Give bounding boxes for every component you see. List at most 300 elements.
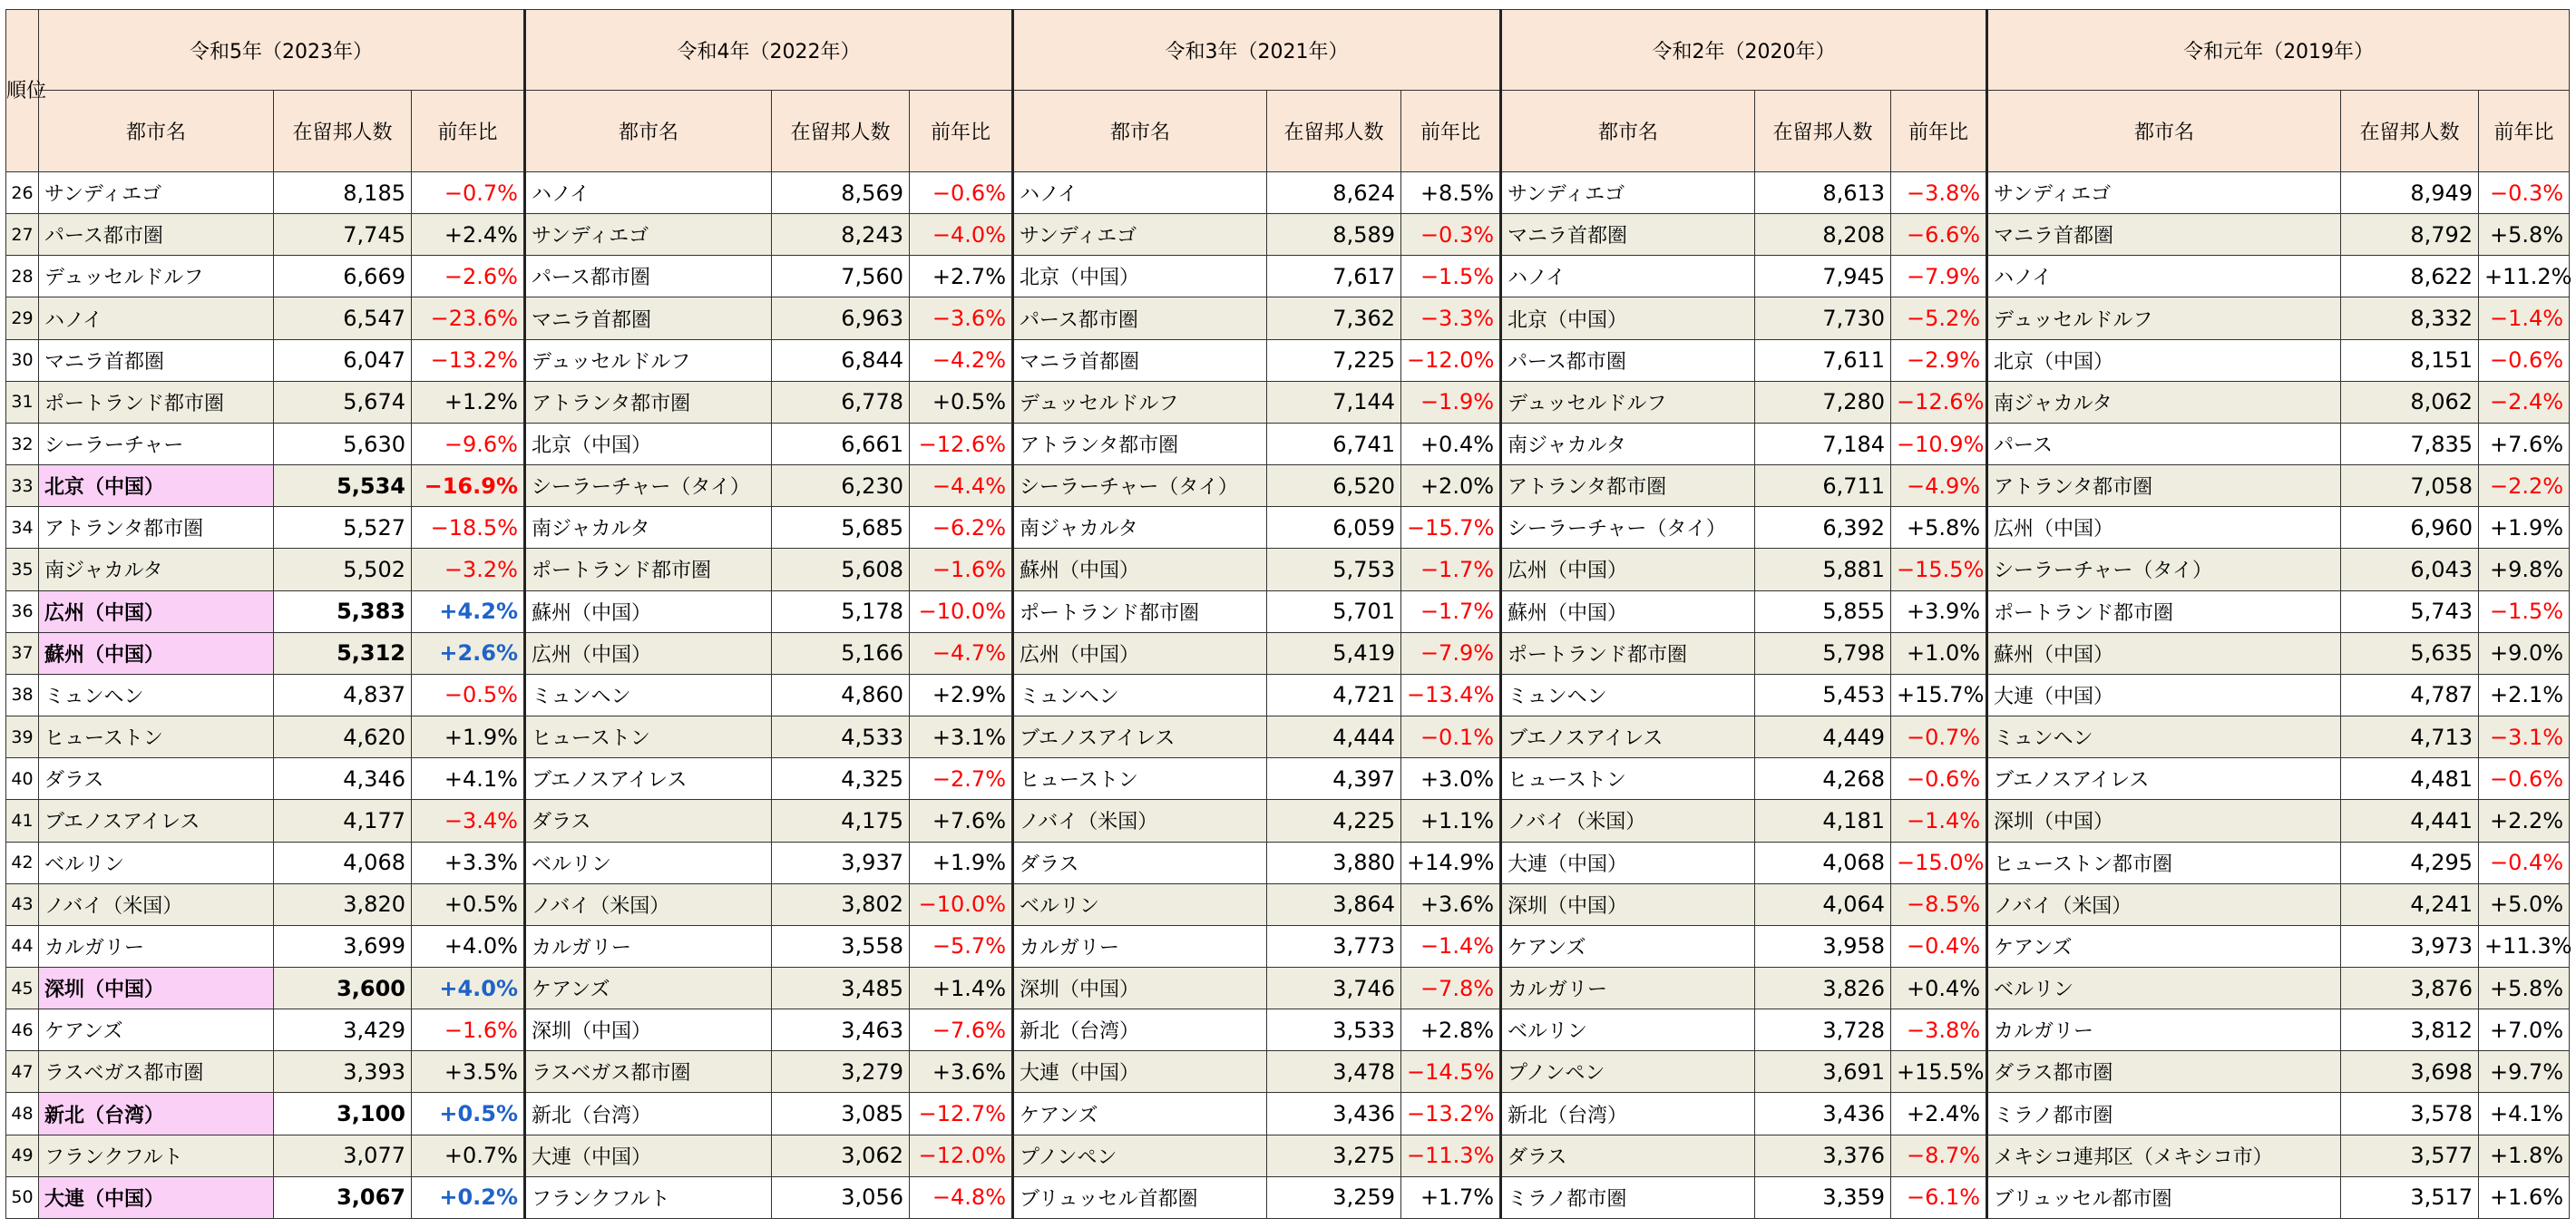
- city-cell: サンディエゴ: [525, 214, 772, 256]
- count-cell: 3,802: [772, 883, 910, 925]
- count-cell: 4,325: [772, 758, 910, 800]
- count-cell: 4,449: [1755, 716, 1891, 758]
- ratio-cell: −7.9%: [1401, 632, 1501, 674]
- city-cell: パース都市圏: [39, 214, 274, 256]
- city-cell: マニラ首都圏: [525, 297, 772, 339]
- rank-cell: 41: [6, 800, 39, 842]
- ratio-cell: +3.6%: [1401, 883, 1501, 925]
- ratio-cell: −7.6%: [910, 1009, 1013, 1051]
- count-cell: 3,463: [772, 1009, 910, 1051]
- city-cell: ブエノスアイレス: [525, 758, 772, 800]
- ratio-column-header: 前年比: [1891, 91, 1987, 172]
- ratio-cell: +7.6%: [910, 800, 1013, 842]
- ratio-cell: −23.6%: [412, 297, 525, 339]
- count-cell: 4,837: [274, 674, 412, 716]
- count-cell: 6,741: [1267, 423, 1401, 464]
- count-cell: 6,669: [274, 256, 412, 297]
- city-cell: ポートランド都市圏: [1013, 590, 1267, 632]
- table-row: [6, 590, 2570, 632]
- table-row: [6, 297, 2570, 339]
- city-cell: ミラノ都市圏: [1987, 1093, 2341, 1135]
- city-cell: 広州（中国）: [39, 590, 274, 632]
- ratio-cell: −6.1%: [1891, 1176, 1987, 1218]
- count-cell: 3,812: [2341, 1009, 2479, 1051]
- city-cell: ハノイ: [1013, 172, 1267, 214]
- city-cell: ベルリン: [1013, 883, 1267, 925]
- city-cell: サンディエゴ: [1501, 172, 1755, 214]
- count-cell: 7,835: [2341, 423, 2479, 464]
- rank-header: 順位: [6, 10, 39, 172]
- ratio-cell: −18.5%: [412, 507, 525, 549]
- count-cell: 4,620: [274, 716, 412, 758]
- city-cell: カルガリー: [39, 925, 274, 967]
- ratio-cell: −1.4%: [1401, 925, 1501, 967]
- city-cell: ハノイ: [1987, 256, 2341, 297]
- rank-cell: 40: [6, 758, 39, 800]
- city-cell: ヒューストン: [525, 716, 772, 758]
- ratio-cell: −13.2%: [412, 339, 525, 381]
- table-row: [6, 925, 2570, 967]
- city-cell: ラスベガス都市圏: [39, 1051, 274, 1093]
- count-cell: 6,778: [772, 381, 910, 423]
- ratio-cell: +11.2%: [2479, 256, 2570, 297]
- table-row: [6, 507, 2570, 549]
- ratio-cell: −2.2%: [2479, 465, 2570, 507]
- ratio-cell: −8.7%: [1891, 1135, 1987, 1176]
- count-cell: 4,064: [1755, 883, 1891, 925]
- rank-cell: 35: [6, 549, 39, 590]
- ratio-cell: −4.9%: [1891, 465, 1987, 507]
- ratio-cell: −1.6%: [910, 549, 1013, 590]
- city-cell: 新北（台湾）: [1501, 1093, 1755, 1135]
- count-cell: 3,698: [2341, 1051, 2479, 1093]
- city-cell: ハノイ: [1501, 256, 1755, 297]
- count-cell: 8,622: [2341, 256, 2479, 297]
- ratio-cell: +1.8%: [2479, 1135, 2570, 1176]
- count-cell: 8,243: [772, 214, 910, 256]
- ratio-column-header: 前年比: [1401, 91, 1501, 172]
- city-cell: ヒューストン: [1501, 758, 1755, 800]
- ratio-cell: −15.5%: [1891, 549, 1987, 590]
- ratio-cell: +1.6%: [2479, 1176, 2570, 1218]
- count-cell: 5,674: [274, 381, 412, 423]
- ratio-cell: +3.6%: [910, 1051, 1013, 1093]
- ratio-cell: −12.7%: [910, 1093, 1013, 1135]
- ratio-cell: −1.5%: [2479, 590, 2570, 632]
- city-cell: 蘇州（中国）: [39, 632, 274, 674]
- city-cell: ノバイ（米国）: [1013, 800, 1267, 842]
- count-cell: 4,721: [1267, 674, 1401, 716]
- count-cell: 4,181: [1755, 800, 1891, 842]
- count-cell: 3,067: [274, 1176, 412, 1218]
- ratio-cell: +0.5%: [412, 1093, 525, 1135]
- count-column-header: 在留邦人数: [1267, 91, 1401, 172]
- ratio-cell: −6.2%: [910, 507, 1013, 549]
- ratio-cell: −1.7%: [1401, 549, 1501, 590]
- count-cell: 3,077: [274, 1135, 412, 1176]
- count-cell: 4,346: [274, 758, 412, 800]
- table-row: [6, 214, 2570, 256]
- ratio-cell: −0.6%: [910, 172, 1013, 214]
- ratio-cell: −0.4%: [2479, 842, 2570, 883]
- count-cell: 3,517: [2341, 1176, 2479, 1218]
- count-cell: 7,730: [1755, 297, 1891, 339]
- ratio-cell: +0.2%: [412, 1176, 525, 1218]
- table-row: [6, 967, 2570, 1009]
- count-cell: 3,826: [1755, 967, 1891, 1009]
- table-row: [6, 1135, 2570, 1176]
- ratio-cell: +9.8%: [2479, 549, 2570, 590]
- ratio-cell: −2.4%: [2479, 381, 2570, 423]
- year-header-2021: 令和3年（2021年）: [1013, 10, 1501, 91]
- city-cell: 新北（台湾）: [39, 1093, 274, 1135]
- city-cell: ミラノ都市圏: [1501, 1176, 1755, 1218]
- count-cell: 8,151: [2341, 339, 2479, 381]
- count-cell: 8,208: [1755, 214, 1891, 256]
- rank-cell: 47: [6, 1051, 39, 1093]
- ratio-cell: +4.1%: [2479, 1093, 2570, 1135]
- city-cell: アトランタ都市圏: [1013, 423, 1267, 464]
- ratio-cell: −13.4%: [1401, 674, 1501, 716]
- ratio-cell: +3.5%: [412, 1051, 525, 1093]
- ratio-cell: −13.2%: [1401, 1093, 1501, 1135]
- city-cell: メキシコ連邦区（メキシコ市）: [1987, 1135, 2341, 1176]
- rank-cell: 50: [6, 1176, 39, 1218]
- rank-cell: 29: [6, 297, 39, 339]
- ratio-cell: +1.1%: [1401, 800, 1501, 842]
- city-cell: カルガリー: [525, 925, 772, 967]
- city-cell: パース: [1987, 423, 2341, 464]
- ratio-cell: +1.9%: [2479, 507, 2570, 549]
- ratio-cell: +15.5%: [1891, 1051, 1987, 1093]
- count-cell: 7,945: [1755, 256, 1891, 297]
- ratio-cell: −0.1%: [1401, 716, 1501, 758]
- city-cell: ケアンズ: [525, 967, 772, 1009]
- city-cell: デュッセルドルフ: [1987, 297, 2341, 339]
- count-cell: 3,259: [1267, 1176, 1401, 1218]
- count-cell: 3,699: [274, 925, 412, 967]
- count-cell: 5,743: [2341, 590, 2479, 632]
- city-cell: 深圳（中国）: [39, 967, 274, 1009]
- count-cell: 4,860: [772, 674, 910, 716]
- count-cell: 5,527: [274, 507, 412, 549]
- city-cell: 深圳（中国）: [1013, 967, 1267, 1009]
- count-cell: 3,533: [1267, 1009, 1401, 1051]
- count-column-header: 在留邦人数: [274, 91, 412, 172]
- table-row: [6, 549, 2570, 590]
- rank-cell: 44: [6, 925, 39, 967]
- city-cell: ポートランド都市圏: [1987, 590, 2341, 632]
- count-cell: 3,864: [1267, 883, 1401, 925]
- city-cell: マニラ首都圏: [39, 339, 274, 381]
- count-cell: 6,844: [772, 339, 910, 381]
- table-row: [6, 800, 2570, 842]
- city-cell: アトランタ都市圏: [39, 507, 274, 549]
- city-cell: ミュンヘン: [39, 674, 274, 716]
- ratio-cell: +2.7%: [910, 256, 1013, 297]
- city-cell: ヒューストン都市圏: [1987, 842, 2341, 883]
- city-column-header: 都市名: [1987, 91, 2341, 172]
- city-cell: サンディエゴ: [1013, 214, 1267, 256]
- city-cell: ベルリン: [1987, 967, 2341, 1009]
- city-cell: 新北（台湾）: [1013, 1009, 1267, 1051]
- count-cell: 3,436: [1755, 1093, 1891, 1135]
- ratio-cell: +2.1%: [2479, 674, 2570, 716]
- count-cell: 5,534: [274, 465, 412, 507]
- count-cell: 5,881: [1755, 549, 1891, 590]
- city-cell: シーラーチャー（タイ）: [1501, 507, 1755, 549]
- ratio-cell: +2.0%: [1401, 465, 1501, 507]
- table-row: [6, 674, 2570, 716]
- city-cell: ベルリン: [525, 842, 772, 883]
- city-cell: プノンペン: [1501, 1051, 1755, 1093]
- count-cell: 3,880: [1267, 842, 1401, 883]
- table-row: [6, 465, 2570, 507]
- ratio-cell: +0.5%: [910, 381, 1013, 423]
- year-header-row: [6, 10, 2570, 91]
- table-row: [6, 632, 2570, 674]
- ratio-cell: +2.9%: [910, 674, 1013, 716]
- count-cell: 4,397: [1267, 758, 1401, 800]
- count-cell: 3,429: [274, 1009, 412, 1051]
- count-cell: 3,359: [1755, 1176, 1891, 1218]
- city-cell: 大連（中国）: [1501, 842, 1755, 883]
- ratio-cell: −5.7%: [910, 925, 1013, 967]
- city-cell: ミュンヘン: [1987, 716, 2341, 758]
- city-cell: ノバイ（米国）: [39, 883, 274, 925]
- city-cell: ミュンヘン: [525, 674, 772, 716]
- city-cell: ハノイ: [39, 297, 274, 339]
- ratio-cell: −14.5%: [1401, 1051, 1501, 1093]
- table-row: [6, 1051, 2570, 1093]
- count-cell: 4,295: [2341, 842, 2479, 883]
- ratio-cell: −7.9%: [1891, 256, 1987, 297]
- rank-cell: 30: [6, 339, 39, 381]
- ratio-cell: +0.4%: [1891, 967, 1987, 1009]
- ratio-cell: +1.4%: [910, 967, 1013, 1009]
- city-cell: 蘇州（中国）: [525, 590, 772, 632]
- city-cell: ブエノスアイレス: [1013, 716, 1267, 758]
- count-cell: 3,937: [772, 842, 910, 883]
- city-cell: 北京（中国）: [1987, 339, 2341, 381]
- ratio-cell: +2.4%: [1891, 1093, 1987, 1135]
- city-cell: ケアンズ: [1501, 925, 1755, 967]
- ratio-cell: +4.0%: [412, 967, 525, 1009]
- table-row: [6, 883, 2570, 925]
- city-cell: カルガリー: [1987, 1009, 2341, 1051]
- count-cell: 5,608: [772, 549, 910, 590]
- ratio-cell: −12.6%: [910, 423, 1013, 464]
- rank-cell: 42: [6, 842, 39, 883]
- count-cell: 4,177: [274, 800, 412, 842]
- count-cell: 5,798: [1755, 632, 1891, 674]
- ratio-cell: +9.0%: [2479, 632, 2570, 674]
- ratio-cell: +7.0%: [2479, 1009, 2570, 1051]
- ratio-cell: +5.8%: [2479, 967, 2570, 1009]
- city-cell: シーラーチャー: [39, 423, 274, 464]
- count-cell: 4,533: [772, 716, 910, 758]
- city-cell: シーラーチャー（タイ）: [1013, 465, 1267, 507]
- count-cell: 7,611: [1755, 339, 1891, 381]
- ratio-cell: −0.6%: [1891, 758, 1987, 800]
- city-cell: 南ジャカルタ: [1501, 423, 1755, 464]
- city-cell: 大連（中国）: [525, 1135, 772, 1176]
- count-cell: 8,569: [772, 172, 910, 214]
- ratio-cell: −5.2%: [1891, 297, 1987, 339]
- city-cell: 新北（台湾）: [525, 1093, 772, 1135]
- ratio-cell: +1.0%: [1891, 632, 1987, 674]
- rank-cell: 34: [6, 507, 39, 549]
- city-cell: ケアンズ: [39, 1009, 274, 1051]
- city-cell: デュッセルドルフ: [39, 256, 274, 297]
- city-cell: ポートランド都市圏: [1501, 632, 1755, 674]
- ratio-column-header: 前年比: [412, 91, 525, 172]
- rank-cell: 49: [6, 1135, 39, 1176]
- table-row: [6, 256, 2570, 297]
- count-cell: 4,444: [1267, 716, 1401, 758]
- count-cell: 7,144: [1267, 381, 1401, 423]
- ratio-cell: −6.6%: [1891, 214, 1987, 256]
- city-column-header: 都市名: [1013, 91, 1267, 172]
- ratio-cell: −12.0%: [1401, 339, 1501, 381]
- city-cell: フランクフルト: [525, 1176, 772, 1218]
- ratio-cell: +2.6%: [412, 632, 525, 674]
- table-row: [6, 1009, 2570, 1051]
- ratio-cell: −3.4%: [412, 800, 525, 842]
- count-cell: 5,630: [274, 423, 412, 464]
- ratio-cell: +5.8%: [1891, 507, 1987, 549]
- count-cell: 4,268: [1755, 758, 1891, 800]
- count-cell: 4,241: [2341, 883, 2479, 925]
- city-cell: ノバイ（米国）: [1987, 883, 2341, 925]
- table-row: [6, 1093, 2570, 1135]
- city-cell: パース都市圏: [525, 256, 772, 297]
- ratio-cell: −3.8%: [1891, 1009, 1987, 1051]
- ratio-cell: −4.7%: [910, 632, 1013, 674]
- city-cell: 北京（中国）: [1013, 256, 1267, 297]
- count-cell: 3,958: [1755, 925, 1891, 967]
- ratio-cell: −3.2%: [412, 549, 525, 590]
- count-cell: 6,661: [772, 423, 910, 464]
- city-cell: ヒューストン: [1013, 758, 1267, 800]
- city-cell: ミュンヘン: [1013, 674, 1267, 716]
- city-cell: サンディエゴ: [1987, 172, 2341, 214]
- count-cell: 6,960: [2341, 507, 2479, 549]
- city-cell: 蘇州（中国）: [1987, 632, 2341, 674]
- count-cell: 5,419: [1267, 632, 1401, 674]
- count-cell: 3,376: [1755, 1135, 1891, 1176]
- count-cell: 5,701: [1267, 590, 1401, 632]
- table-row: [6, 716, 2570, 758]
- count-cell: 3,275: [1267, 1135, 1401, 1176]
- overseas-residents-ranking-table: [5, 9, 2570, 1219]
- city-cell: シーラーチャー（タイ）: [525, 465, 772, 507]
- rank-cell: 33: [6, 465, 39, 507]
- count-cell: 7,225: [1267, 339, 1401, 381]
- ratio-cell: −3.3%: [1401, 297, 1501, 339]
- city-cell: ダラス: [39, 758, 274, 800]
- count-cell: 8,589: [1267, 214, 1401, 256]
- count-cell: 3,485: [772, 967, 910, 1009]
- count-cell: 6,047: [274, 339, 412, 381]
- city-cell: ヒューストン: [39, 716, 274, 758]
- table-row: [6, 758, 2570, 800]
- count-cell: 6,963: [772, 297, 910, 339]
- city-cell: ダラス: [1013, 842, 1267, 883]
- count-cell: 5,166: [772, 632, 910, 674]
- city-cell: 広州（中国）: [525, 632, 772, 674]
- city-cell: 大連（中国）: [1013, 1051, 1267, 1093]
- ratio-cell: −0.3%: [2479, 172, 2570, 214]
- ratio-cell: +2.2%: [2479, 800, 2570, 842]
- city-cell: カルガリー: [1501, 967, 1755, 1009]
- rank-cell: 26: [6, 172, 39, 214]
- ratio-cell: −3.1%: [2479, 716, 2570, 758]
- ratio-cell: +15.7%: [1891, 674, 1987, 716]
- ratio-cell: +1.9%: [910, 842, 1013, 883]
- ratio-cell: −12.0%: [910, 1135, 1013, 1176]
- city-cell: 深圳（中国）: [1987, 800, 2341, 842]
- ratio-cell: −0.6%: [2479, 758, 2570, 800]
- count-cell: 3,600: [274, 967, 412, 1009]
- count-cell: 8,792: [2341, 214, 2479, 256]
- ratio-cell: +11.3%: [2479, 925, 2570, 967]
- ratio-cell: +3.1%: [910, 716, 1013, 758]
- count-cell: 3,279: [772, 1051, 910, 1093]
- ratio-cell: +14.9%: [1401, 842, 1501, 883]
- ratio-cell: −10.9%: [1891, 423, 1987, 464]
- count-cell: 6,547: [274, 297, 412, 339]
- count-column-header: 在留邦人数: [1755, 91, 1891, 172]
- count-cell: 7,280: [1755, 381, 1891, 423]
- city-cell: ブエノスアイレス: [39, 800, 274, 842]
- ratio-cell: −1.6%: [412, 1009, 525, 1051]
- city-cell: 蘇州（中国）: [1013, 549, 1267, 590]
- city-cell: 大連（中国）: [1987, 674, 2341, 716]
- city-cell: ダラス都市圏: [1987, 1051, 2341, 1093]
- count-cell: 3,056: [772, 1176, 910, 1218]
- city-cell: ブエノスアイレス: [1501, 716, 1755, 758]
- ratio-cell: +3.0%: [1401, 758, 1501, 800]
- ratio-cell: −9.6%: [412, 423, 525, 464]
- city-cell: 南ジャカルタ: [525, 507, 772, 549]
- ratio-cell: −0.3%: [1401, 214, 1501, 256]
- city-cell: ブエノスアイレス: [1987, 758, 2341, 800]
- city-cell: デュッセルドルフ: [1013, 381, 1267, 423]
- count-cell: 8,613: [1755, 172, 1891, 214]
- count-cell: 3,558: [772, 925, 910, 967]
- ratio-cell: +0.5%: [412, 883, 525, 925]
- city-cell: ベルリン: [39, 842, 274, 883]
- ratio-cell: +7.6%: [2479, 423, 2570, 464]
- ratio-cell: −12.6%: [1891, 381, 1987, 423]
- city-cell: ダラス: [1501, 1135, 1755, 1176]
- count-cell: 4,068: [1755, 842, 1891, 883]
- ratio-cell: +3.3%: [412, 842, 525, 883]
- city-cell: 北京（中国）: [1501, 297, 1755, 339]
- year-header-2019: 令和元年（2019年）: [1987, 10, 2570, 91]
- table-row: [6, 339, 2570, 381]
- ratio-cell: −16.9%: [412, 465, 525, 507]
- count-column-header: 在留邦人数: [2341, 91, 2479, 172]
- count-cell: 7,362: [1267, 297, 1401, 339]
- count-cell: 5,502: [274, 549, 412, 590]
- city-cell: 南ジャカルタ: [39, 549, 274, 590]
- city-cell: パース都市圏: [1013, 297, 1267, 339]
- count-cell: 8,332: [2341, 297, 2479, 339]
- city-cell: カルガリー: [1013, 925, 1267, 967]
- city-cell: 南ジャカルタ: [1987, 381, 2341, 423]
